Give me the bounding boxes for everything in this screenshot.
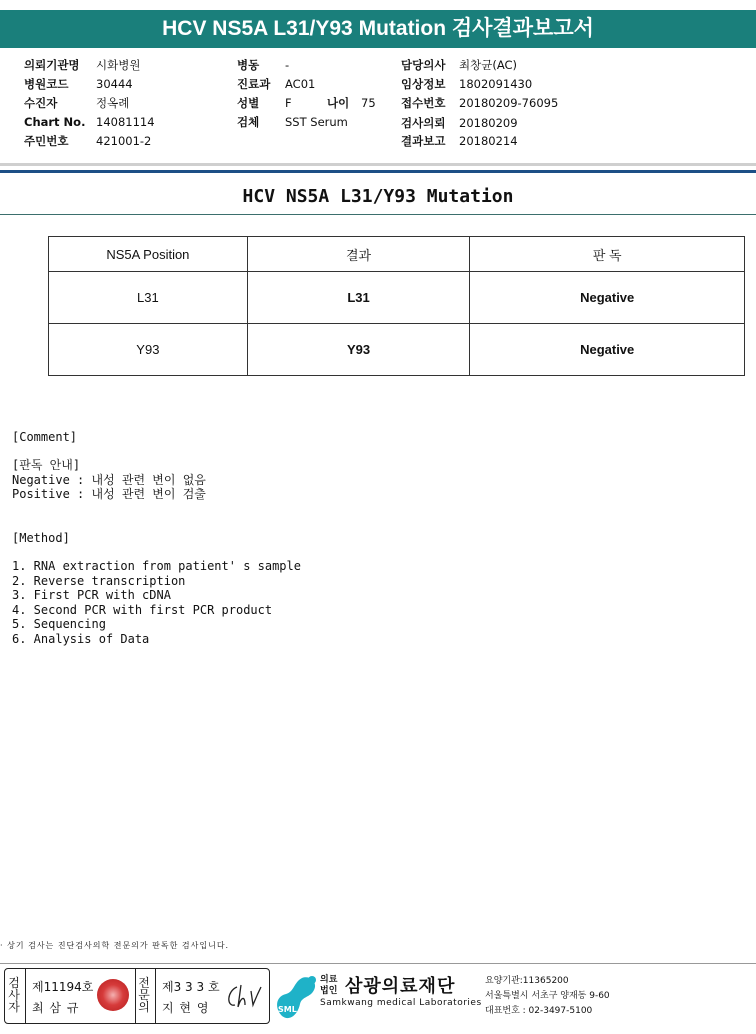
info-value: 30444	[96, 77, 133, 91]
info-value: 시화병원	[96, 58, 141, 72]
info-value: 421001-2	[96, 134, 152, 148]
method-step: 5. Sequencing	[12, 617, 106, 631]
info-label: 검사의뢰	[401, 116, 446, 130]
cell-interpretation: Negative	[470, 324, 745, 376]
info-clinical-info	[401, 76, 532, 92]
specialist-name: 지 현 영	[162, 1001, 210, 1015]
info-value: 20180209	[459, 116, 518, 130]
info-patient	[24, 95, 129, 111]
method-step: 1. RNA extraction from patient' s sample	[12, 559, 301, 573]
divider	[0, 214, 756, 215]
info-value: 75	[361, 96, 376, 110]
info-value: 1802091430	[459, 77, 533, 91]
info-value: 20180209-76095	[459, 96, 559, 110]
info-label: 진료과	[237, 77, 271, 91]
info-value: 20180214	[459, 134, 518, 148]
info-label: 성별	[237, 96, 260, 110]
org-name-en: Samkwang medical Laboratories	[320, 998, 482, 1008]
institution-code: 요양기관:11365200	[485, 976, 569, 986]
sml-logo-icon	[272, 972, 322, 1022]
info-value: SST Serum	[285, 115, 348, 129]
info-chart-no	[24, 115, 155, 129]
notice-text: 상기 검사는 진단검사의학 전문의가 판독한 검사입니다.	[7, 941, 230, 950]
info-report-date	[401, 133, 518, 149]
info-label: Chart No.	[24, 115, 86, 129]
cell-interpretation: Negative	[470, 272, 745, 324]
info-label: 주민번호	[24, 134, 69, 148]
phone: 대표번호 : 02-3497-5100	[485, 1006, 593, 1016]
info-value: 최창균(AC)	[459, 58, 517, 72]
signature-box	[4, 968, 270, 1024]
info-label: 수진자	[24, 96, 58, 110]
column-header-position: NS5A Position	[49, 237, 248, 272]
info-value: F	[285, 96, 292, 110]
info-specimen	[237, 114, 348, 130]
divider	[155, 969, 156, 1023]
cell-result: Y93	[247, 324, 470, 376]
guide-heading: [판독 안내]	[12, 458, 81, 472]
examiner-name: 최 삼 규	[32, 1001, 80, 1015]
cell-result: L31	[247, 272, 470, 324]
info-requesting-institution	[24, 57, 140, 73]
examiner-license-no: 제11194호	[32, 980, 94, 994]
guide-line: Positive : 내성 관련 변이 검출	[12, 487, 206, 501]
table-header-row	[49, 237, 745, 272]
info-value: 14081114	[96, 115, 155, 129]
info-department	[237, 76, 315, 92]
table-row	[49, 324, 745, 376]
info-physician	[401, 57, 517, 73]
divider	[0, 163, 756, 166]
specialist-label: 전 문 의	[138, 976, 150, 1014]
info-label: 담당의사	[401, 58, 446, 72]
info-value: AC01	[285, 77, 316, 91]
info-request-date	[401, 115, 518, 131]
comment-heading: [Comment]	[12, 430, 78, 444]
info-accession-no	[401, 95, 558, 111]
guide-line: Negative : 내성 관련 변이 없음	[12, 473, 206, 487]
divider	[0, 963, 756, 964]
org-type: 의료법인	[320, 975, 338, 996]
results-table	[48, 236, 745, 376]
info-label: 접수번호	[401, 96, 446, 110]
info-ward	[237, 57, 289, 73]
cell-position: L31	[49, 272, 248, 324]
cell-position: Y93	[49, 324, 248, 376]
info-label: 결과보고	[401, 134, 446, 148]
signature-mark	[223, 981, 263, 1013]
section-title: HCV NS5A L31/Y93 Mutation	[242, 186, 514, 207]
column-header-interpretation: 판 독	[470, 237, 745, 272]
info-label: 검체	[237, 115, 260, 129]
method-step: 2. Reverse transcription	[12, 573, 186, 588]
table-row	[49, 272, 745, 324]
info-value: -	[285, 58, 290, 72]
address: 서울특별시 서초구 양재동 9-60	[485, 991, 610, 1001]
info-label: 병동	[237, 58, 260, 72]
seal-stamp	[97, 979, 129, 1011]
divider	[135, 969, 136, 1023]
examiner-label: 검 사 자	[8, 976, 20, 1014]
specialist-license-no: 제3 3 3 호	[162, 980, 220, 994]
info-hospital-code	[24, 76, 133, 92]
column-header-result: 결과	[247, 237, 470, 272]
method-heading: [Method]	[12, 531, 70, 545]
divider	[0, 170, 756, 173]
info-label: 임상정보	[401, 77, 446, 91]
info-value: 정옥례	[96, 96, 130, 110]
info-resident-no	[24, 133, 151, 149]
info-label: 병원코드	[24, 77, 69, 91]
method-step: 3. First PCR with cDNA	[12, 588, 171, 602]
method-step: 6. Analysis of Data	[12, 631, 150, 646]
info-label: 의뢰기관명	[24, 58, 80, 72]
method-step: 4. Second PCR with first PCR product	[12, 602, 273, 617]
org-name: 삼광의료재단	[345, 976, 456, 997]
info-sex	[237, 95, 376, 111]
footer-notice: · 상기 검사는 진단검사의학 전문의가 판독한 검사입니다.	[0, 941, 230, 950]
report-title: HCV NS5A L31/Y93 Mutation 검사결과보고서	[0, 10, 756, 48]
divider	[25, 969, 26, 1023]
info-label: 나이	[327, 96, 350, 110]
logo-text: SML	[278, 1005, 297, 1014]
